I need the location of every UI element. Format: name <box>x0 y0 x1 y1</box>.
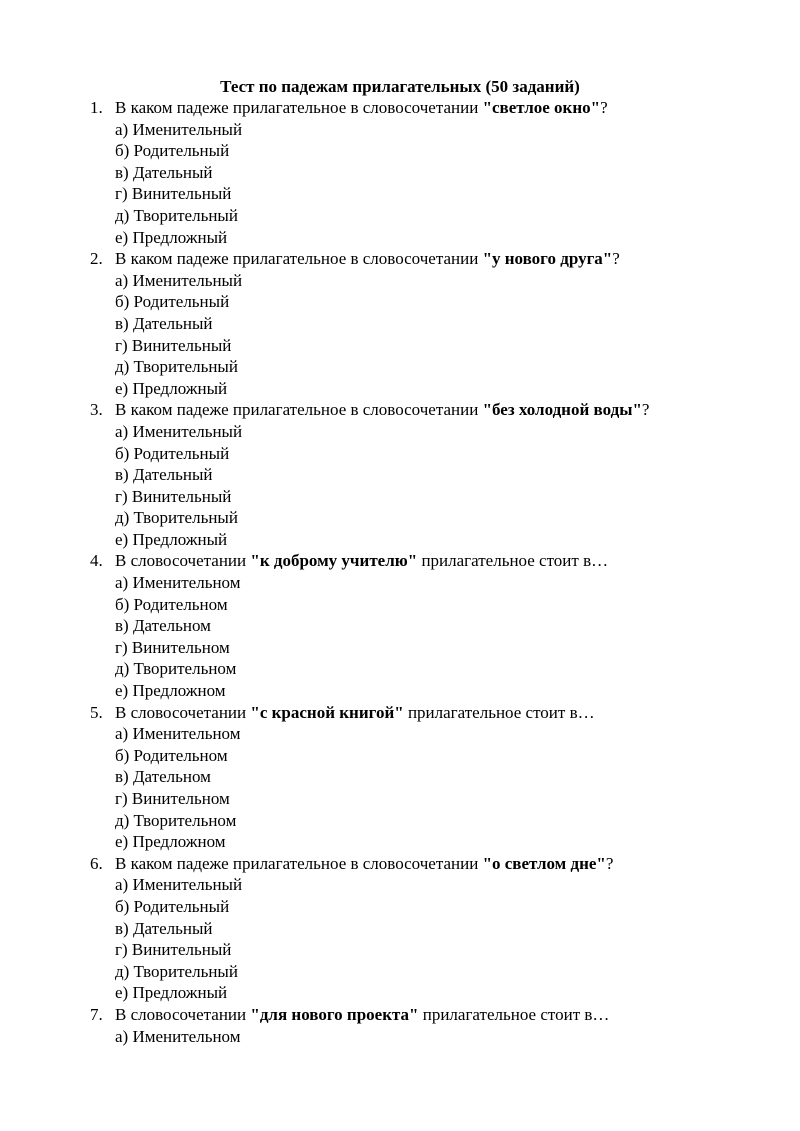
question-text <box>0 1004 800 1026</box>
question-text <box>0 853 800 875</box>
question-prefix: В каком падеже прилагательное в словосочетании <box>115 400 483 420</box>
question-text <box>0 550 800 572</box>
answer-option: е) Предложный <box>115 227 228 247</box>
question-item <box>0 702 800 853</box>
answer-option: г) Винительный <box>115 940 232 960</box>
question-phrase: "о светлом дне" <box>482 853 606 873</box>
question-suffix: прилагательное стоит в… <box>417 551 609 571</box>
answer-option: а) Именительном <box>115 1026 241 1046</box>
question-phrase: "светлое окно" <box>482 98 601 117</box>
answer-option: а) Именительный <box>115 119 243 139</box>
answer-option: д) Творительный <box>115 961 238 981</box>
answer-option: б) Родительный <box>115 292 230 312</box>
question-number: 1. <box>90 98 103 117</box>
question-suffix: ? <box>605 853 614 873</box>
answer-option: д) Творительный <box>115 205 238 225</box>
question-item <box>0 97 800 248</box>
answer-option: в) Дательный <box>115 465 213 485</box>
question-item <box>0 550 800 701</box>
question-text <box>0 702 800 724</box>
answer-option: е) Предложный <box>115 378 228 398</box>
answer-option: д) Творительный <box>115 357 238 377</box>
question-item <box>0 248 800 399</box>
answer-option: г) Винительный <box>115 184 232 204</box>
question-number: 5. <box>90 702 103 722</box>
question-phrase: "без холодной воды" <box>482 400 642 420</box>
answer-option: б) Родительном <box>115 594 228 614</box>
question-item <box>0 853 800 1004</box>
answer-option: б) Родительный <box>115 443 230 463</box>
question-prefix: В каком падеже прилагательное в словосочетании <box>115 98 483 117</box>
question-suffix: прилагательное стоит в… <box>418 1004 610 1024</box>
question-item <box>0 1004 800 1047</box>
answer-option: б) Родительный <box>115 141 230 161</box>
answer-option: а) Именительный <box>115 421 243 441</box>
answer-option: а) Именительном <box>115 573 241 593</box>
answer-option: б) Родительном <box>115 745 228 765</box>
answer-option: в) Дательный <box>115 918 213 938</box>
answer-option: г) Винительный <box>115 486 232 506</box>
answer-option: г) Винительном <box>115 789 230 808</box>
answer-option: д) Творительный <box>115 508 238 528</box>
question-suffix: ? <box>641 400 650 420</box>
question-item <box>0 399 800 550</box>
question-phrase: "для нового проекта" <box>250 1004 419 1024</box>
question-prefix: В каком падеже прилагательное в словосочетании <box>115 853 483 873</box>
answer-option: д) Творительном <box>115 659 237 679</box>
answer-option: д) Творительном <box>115 810 237 830</box>
question-prefix: В словосочетании <box>115 1004 251 1024</box>
answer-option: в) Дательный <box>115 162 213 182</box>
answer-option: б) Родительный <box>115 896 230 916</box>
answer-option: е) Предложном <box>115 681 226 701</box>
question-number: 4. <box>90 551 103 571</box>
answer-option: г) Винительный <box>115 335 232 355</box>
question-suffix: ? <box>612 249 620 269</box>
question-text <box>0 399 800 421</box>
question-number: 3. <box>90 400 103 420</box>
answer-option: е) Предложный <box>115 983 228 1003</box>
question-prefix: В каком падеже прилагательное в словосочетании <box>115 249 483 269</box>
question-text <box>0 248 800 270</box>
question-prefix: В словосочетании <box>115 551 251 571</box>
answer-option: а) Именительный <box>115 875 243 895</box>
question-text <box>0 97 800 119</box>
answer-option: е) Предложный <box>115 529 228 549</box>
question-number: 2. <box>90 249 103 269</box>
question-phrase: "с красной книгой" <box>250 702 404 722</box>
document-title: Тест по падежам прилагательных (50 заданий) <box>220 77 580 96</box>
answer-option: в) Дательном <box>115 767 211 787</box>
question-number: 7. <box>90 1004 103 1024</box>
answer-option: а) Именительном <box>115 724 241 744</box>
question-phrase: "у нового друга" <box>482 249 613 269</box>
question-suffix: прилагательное стоит в… <box>403 702 595 722</box>
answer-option: а) Именительный <box>115 270 243 290</box>
question-list <box>0 97 800 1047</box>
question-number: 6. <box>90 853 103 873</box>
answer-option: е) Предложном <box>115 832 226 852</box>
question-phrase: "к доброму учителю" <box>250 551 418 571</box>
question-suffix: ? <box>600 98 608 117</box>
answer-option: в) Дательный <box>115 313 213 333</box>
answer-option: в) Дательном <box>115 616 211 636</box>
answer-option: г) Винительном <box>115 637 230 657</box>
question-prefix: В словосочетании <box>115 702 251 722</box>
